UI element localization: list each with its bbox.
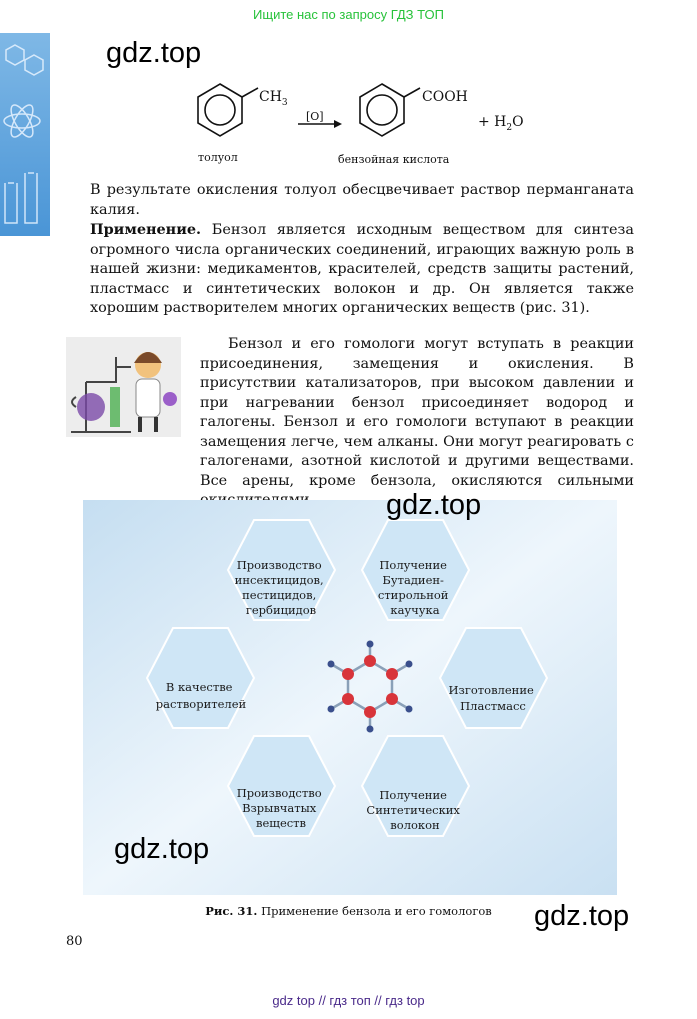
hex-top-left-line: инсектицидов, [234,573,324,587]
hex-left-line: растворителей [155,697,247,711]
hex-top-left-line: пестицидов, [242,588,317,602]
top-note[interactable]: Ищите нас по запросу ГДЗ ТОП [253,7,444,22]
application-lead: Применение. [90,221,202,238]
hex-bottom-left-line: веществ [255,816,307,830]
application-text: Бензол является исходным веществом для синтеза огромного числа органических соединений, играющих важную роль в нашей жизни: медикаментов, красителей, средств защиты растений, пластмасс и синтетических волокон и др. Он является также хорошим растворителем многих органических веществ (рис. 31). [90,222,634,316]
paragraph-oxidation-text: В результате окисления толуол обесцвечивает раствор перманганата калия. [90,182,634,218]
watermark: gdz.top [534,900,630,932]
figure-caption [0,904,697,918]
caption-lead: Рис. 31. [205,904,258,918]
hex-bottom-left-line: Взрывчатых [242,801,317,815]
scientist-illustration [66,337,181,437]
hex-top-left-line: гербицидов [245,603,317,617]
caption-text: Применение бензола и его гомологов [257,904,492,918]
formula-ch: CH [259,89,282,105]
toluene-oxidation-formula [180,78,540,170]
hex-top-right-line: стирольной [377,588,449,602]
chemistry-sidebar-image [0,33,50,236]
watermark: gdz.top [114,833,210,865]
footer-links[interactable]: gdz top // гдз топ // гдз top [272,993,425,1008]
toluene-label: толуол [198,151,238,164]
formula-ch-sub: 3 [281,98,288,108]
formula-water-end: O [512,114,524,130]
svg-text:CH3 [259,89,288,108]
hex-bottom-left-line: Производство [236,786,322,800]
hex-top-right-line: каучука [390,603,440,617]
paragraph-reactions [200,335,634,511]
hex-bottom-right-line: волокон [390,818,440,832]
paragraph-application [90,220,634,319]
hex-bottom-right-line: Получение [379,788,447,802]
hex-right-line: Пластмасс [460,699,526,713]
hex-top-left-line: Производство [236,558,322,572]
svg-text:+ H2O [478,114,524,133]
benzoic-acid-label: бензойная кислота [338,153,450,166]
page-number: 80 [66,934,83,949]
hex-left-line: В качестве [165,680,233,694]
arrow-label: [O] [306,110,324,123]
paragraph-oxidation [90,181,634,220]
hex-bottom-right-line: Синтетических [366,803,460,817]
paragraph-reactions-text: Бензол и его гомологи могут вступать в реакции присоединения, замещения и окисления. В присутствии катализаторов, при высоком давлении и при нагревании бензол присоединяет водород и галогены. Бензол и его гомологи вступают в реакции замещения легче, чем алканы. Они могут реагировать с галогенами, азотной кислотой и другими веществами. Все арены, кроме бензола, окисляются сильными [200,336,634,489]
watermark: gdz.top [386,489,482,521]
hex-top-right-line: Бутадиен- [382,573,444,587]
formula-plus-h: + H [478,114,507,130]
hex-top-right-line: Получение [379,558,447,572]
svg-text:Производство инсектицидов, [235,558,328,617]
watermark: gdz.top [106,37,202,69]
formula-water-sub: 2 [506,123,513,133]
formula-cooh: COOH [422,89,468,105]
hex-right-line: Изготовление [448,683,534,697]
